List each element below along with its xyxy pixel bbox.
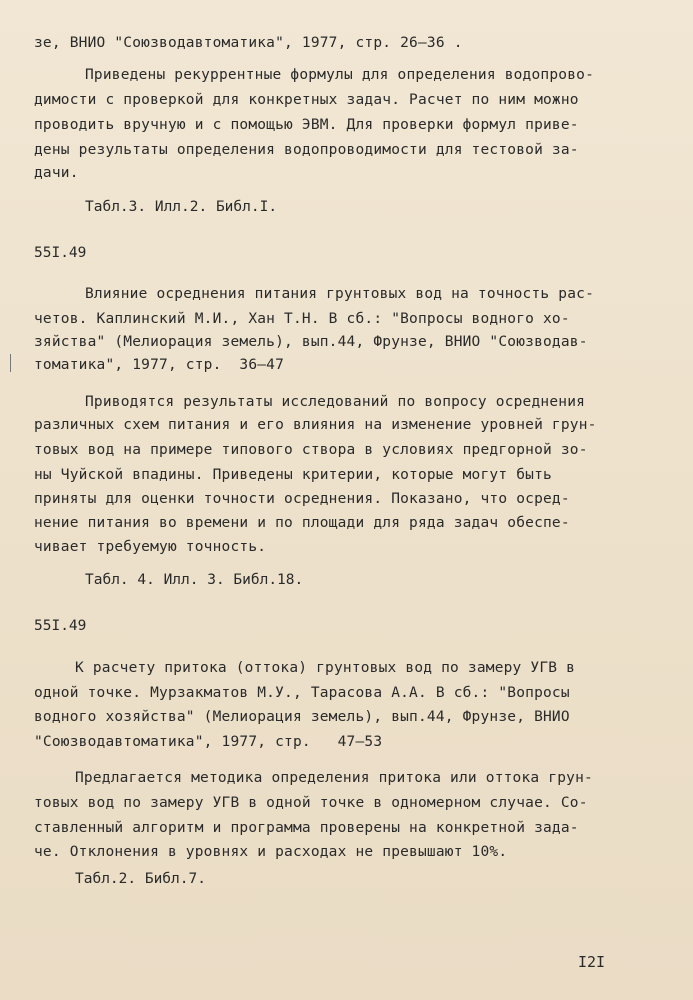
udc-code: 55I.49 (34, 618, 87, 634)
bibliographic-meta: Табл.2. Библ.7. (75, 871, 206, 887)
citation-line: "Союзводавтоматика", 1977, стр. 47–53 (34, 734, 383, 750)
abstract-line: дены результаты определения водопроводимости для тестовой за- (34, 142, 579, 158)
abstract-line: Приведены рекуррентные формулы для определения водопрово- (85, 67, 594, 83)
page-number: I2I (578, 953, 606, 971)
abstract-line: че. Отклонения в уровнях и расходах не превышают 10%. (34, 844, 508, 860)
citation-line: зяйства" (Мелиорация земель), вып.44, Фрунзе, ВНИО "Союзводав- (34, 334, 588, 350)
abstract-line: товых вод на примере типового створа в условиях предгорной зо- (34, 442, 588, 458)
abstract-line: различных схем питания и его влияния на изменение уровней грун- (34, 417, 597, 433)
abstract-line: нение питания во времени и по площади для ряда задач обеспе- (34, 515, 570, 531)
abstract-line: приняты для оценки точности осреднения. Показано, что осред- (34, 491, 570, 507)
citation-continuation: зе, ВНИО "Союзводавтоматика", 1977, стр. 26–36 . (34, 35, 463, 51)
citation-line: Влияние осреднения питания грунтовых вод на точность рас- (85, 286, 594, 302)
bibliographic-meta: Табл. 4. Илл. 3. Библ.18. (85, 572, 304, 588)
citation-line: одной точке. Мурзакматов М.У., Тарасова А.А. В сб.: "Вопросы (34, 685, 570, 701)
abstract-line: проводить вручную и с помощью ЭВМ. Для проверки формул приве- (34, 117, 579, 133)
abstract-line: ны Чуйской впадины. Приведены критерии, которые могут быть (34, 467, 552, 483)
abstract-line: Приводятся результаты исследований по вопросу осреднения (85, 394, 586, 410)
bibliographic-meta: Табл.3. Илл.2. Библ.I. (85, 199, 278, 215)
abstract-line: дачи. (34, 165, 79, 181)
abstract-line: Предлагается методика определения притока или оттока грун- (75, 770, 593, 786)
citation-line: четов. Каплинский М.И., Хан Т.Н. В сб.: "Вопросы водного хо- (34, 311, 570, 327)
margin-mark (10, 354, 11, 372)
udc-code: 55I.49 (34, 245, 87, 261)
citation-line: К расчету притока (оттока) грунтовых вод по замеру УГВ в (75, 660, 576, 676)
abstract-line: ставленный алгоритм и программа проверены на конкретной зада- (34, 820, 579, 836)
citation-line: томатика", 1977, стр. 36–47 (34, 357, 285, 373)
citation-line: водного хозяйства" (Мелиорация земель), вып.44, Фрунзе, ВНИО (34, 709, 570, 725)
abstract-line: товых вод по замеру УГВ в одной точке в одномерном случае. Со- (34, 795, 588, 811)
abstract-line: чивает требуемую точность. (34, 539, 267, 555)
abstract-line: димости с проверкой для конкретных задач. Расчет по ним можно (34, 92, 579, 108)
